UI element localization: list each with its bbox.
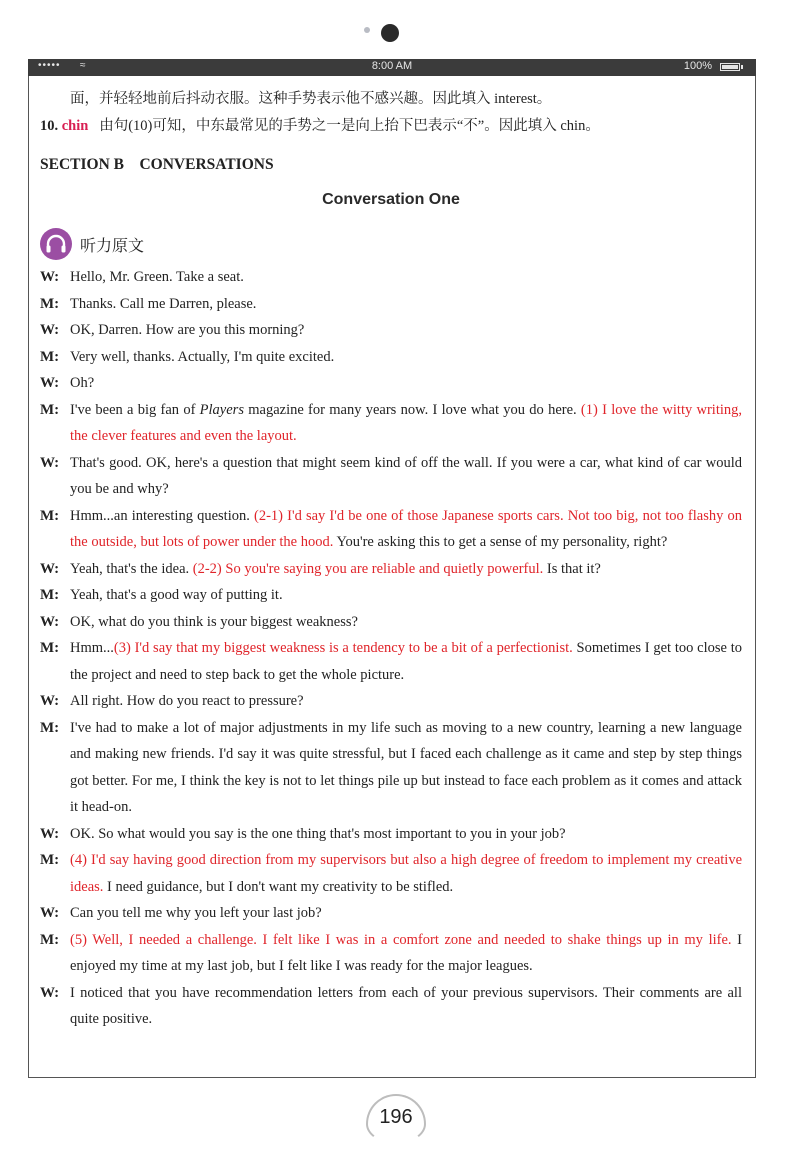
speaker-label: W: — [40, 613, 60, 630]
utterance — [70, 927, 742, 980]
dialogue-line — [40, 317, 742, 344]
utterance-text: All right. How do you react to pressure? — [70, 693, 304, 709]
listening-script-label: 听力原文 — [80, 235, 145, 255]
speaker-label: W: — [40, 984, 60, 1001]
utterance — [70, 556, 742, 583]
utterance — [70, 450, 742, 503]
utterance-text: OK, what do you think is your biggest weakness? — [70, 613, 358, 630]
page-number: 196 — [366, 1094, 426, 1144]
dialogue-line — [40, 264, 742, 291]
utterance-text: OK. So what would you say is the one thing that's most important to you in your job? — [70, 825, 566, 842]
utterance-text: That's good. OK, here's a question that might seem kind of off the wall. If you were a car, what kind of car would you be and why? — [70, 454, 742, 497]
utterance-text: Hello, Mr. Green. Take a seat. — [70, 269, 244, 285]
utterance-text: Yeah, that's a good way of putting it. — [70, 587, 283, 603]
dialogue-line — [40, 715, 742, 821]
utterance — [70, 317, 742, 344]
utterance-text: I've had to make a lot of major adjustments in my life such as moving to a new country, learning a new language and making new friends. I'd say it was quite stressful, but I faced each challenge as it came and step by step things got better. For me, I think the key is not to let things pile up but instead to face each problem as it comes and attack it head-on. — [70, 719, 742, 815]
dialogue-line — [40, 635, 742, 688]
speaker-label: M: — [40, 587, 60, 603]
dialogue-line — [40, 556, 742, 583]
status-bar — [28, 59, 756, 76]
dialogue-line — [40, 980, 742, 1033]
item-explanation: 由句(10)可知，中东最常见的手势之一是向上抬下巴表示“不”。因此填入 chin。 — [99, 117, 600, 134]
section-title: SECTION B CONVERSATIONS — [40, 156, 274, 173]
speaker-label: M: — [40, 852, 60, 868]
item-number: 10. — [40, 117, 59, 134]
utterance-text: I noticed that you have recommendation letters from each of your previous supervisors. Their comments are all quite positive. — [70, 984, 742, 1027]
dialogue-line — [40, 450, 742, 503]
utterance — [70, 980, 742, 1033]
conversation-title: Conversation One — [322, 191, 460, 208]
headphones-icon — [40, 228, 72, 260]
dialogue-line — [40, 370, 742, 397]
dialogue-line — [40, 688, 742, 715]
dialogue-line — [40, 582, 742, 609]
utterance — [70, 609, 742, 636]
dialogue-line — [40, 847, 742, 900]
dialogue-line — [40, 609, 742, 636]
speaker-label: W: — [40, 454, 60, 471]
utterance — [70, 264, 742, 291]
utterance — [70, 397, 742, 450]
battery-icon — [720, 63, 740, 71]
utterance — [70, 821, 742, 848]
speaker-label: M: — [40, 348, 60, 365]
utterance — [70, 291, 742, 318]
dialogue-line — [40, 821, 742, 848]
utterance-text: I enjoyed my time at my last job, but I felt like I was ready for the major leagues. — [70, 931, 742, 974]
utterance-text: I've been a big fan of — [70, 401, 200, 418]
utterance-text: Very well, thanks. Actually, I'm quite excited. — [70, 348, 335, 365]
camera-lens — [381, 24, 399, 42]
page-content — [40, 86, 742, 1033]
status-time: 8:00 AM — [371, 60, 413, 72]
utterance-text: OK, Darren. How are you this morning? — [70, 322, 305, 338]
speaker-label: M: — [40, 640, 60, 656]
speaker-label: M: — [40, 507, 60, 524]
utterance-text: Hmm...an interesting question. — [70, 507, 254, 524]
speaker-label: W: — [40, 825, 60, 842]
signal-icon: ••••• — [38, 60, 61, 71]
utterance-text: Thanks. Call me Darren, please. — [70, 295, 257, 312]
utterance-text: Can you tell me why you left your last job? — [70, 905, 322, 921]
utterance — [70, 847, 742, 900]
utterance — [70, 635, 742, 688]
dialogue-line — [40, 900, 742, 927]
utterance-text: I need guidance, but I don't want my creativity to be stifled. — [103, 878, 454, 895]
speaker-label: W: — [40, 375, 60, 391]
answer-highlight: (3) I'd say that my biggest weakness is a tendency to be a bit of a perfectionist. — [113, 640, 573, 656]
answer-explanation-10 — [40, 113, 742, 140]
wifi-icon: ≈ — [80, 60, 86, 71]
utterance-text: Hmm... — [70, 640, 114, 656]
speaker-label: W: — [40, 905, 60, 921]
utterance-text: Sometimes I get too close to the project and need to step back to get the whole picture. — [70, 640, 742, 683]
item-answer: chin — [61, 117, 89, 134]
dialogue-line — [40, 503, 742, 556]
utterance-text: Yeah, that's the idea. — [70, 560, 193, 577]
answer-highlight: (4) I'd say having good direction from my supervisors but also a high degree of freedom to implement my creative ideas. — [70, 852, 742, 895]
speaker-label: M: — [40, 295, 60, 312]
speaker-label: M: — [40, 719, 60, 736]
utterance — [70, 503, 742, 556]
speaker-label: W: — [40, 269, 60, 285]
speaker-label: M: — [40, 931, 60, 948]
utterance-text: Players — [199, 401, 244, 418]
utterance-text: You're asking this to get a sense of my personality, right? — [333, 534, 668, 550]
utterance — [70, 715, 742, 821]
dialogue-line — [40, 291, 742, 318]
dialogue-line — [40, 927, 742, 980]
answer-highlight: (5) Well, I needed a challenge. I felt like I was in a comfort zone and needed to shake things up in my life. — [70, 931, 732, 948]
answer-highlight: (2-1) I'd say I'd be one of those Japanese sports cars. Not too big, not too flashy on the outside, but lots of power under the hood. — [70, 507, 742, 550]
answer-highlight: (2-2) So you're saying you are reliable and quietly powerful. — [192, 560, 544, 577]
speaker-label: W: — [40, 693, 60, 709]
utterance — [70, 370, 742, 397]
answer-highlight: (1) I love the witty writing, the clever features and even the layout. — [70, 401, 742, 444]
speaker-label: W: — [40, 322, 60, 338]
battery-percent: 100% — [683, 60, 712, 72]
utterance-text: Is that it? — [543, 560, 601, 577]
utterance-text: Oh? — [70, 375, 95, 391]
dialogue-line — [40, 397, 742, 450]
listening-script-header — [40, 227, 742, 261]
speaker-label: W: — [40, 560, 60, 577]
utterance — [70, 900, 742, 927]
dialogue — [40, 264, 742, 1033]
utterance — [70, 344, 742, 371]
dialogue-line — [40, 344, 742, 371]
utterance — [70, 582, 742, 609]
front-camera-dot — [364, 27, 370, 33]
utterance-text: magazine for many years now. I love what you do here. — [243, 401, 581, 418]
speaker-label: M: — [40, 401, 60, 418]
answer-explanation-9: 面，并轻轻地前后抖动衣服。这种手势表示他不感兴趣。因此填入 interest。 — [70, 91, 552, 107]
utterance — [70, 688, 742, 715]
